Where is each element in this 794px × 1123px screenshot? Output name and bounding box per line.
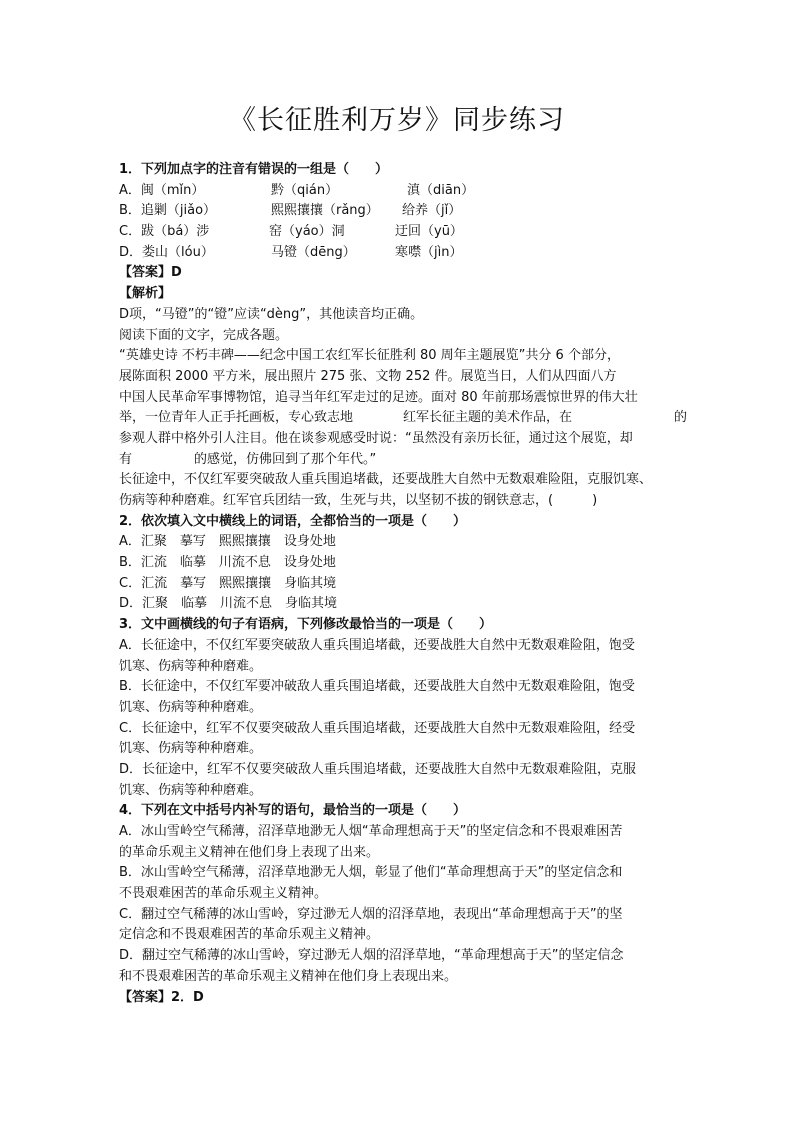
question-3-option-b-cont: 饥寒、伤病等种种磨难。 — [119, 699, 263, 715]
option-item: 滇（diān） — [407, 182, 475, 198]
question-2-option-d: D．汇聚 临摹 川流不息 身临其境 — [119, 596, 338, 612]
question-2-stem: 2．依次填入文中横线上的词语，全都恰当的一项是（ ） — [119, 513, 467, 529]
question-1-analysis: D项，“马镫”的“镫”应读“dèng”，其他读音均正确。 — [119, 306, 424, 322]
question-3-option-c-cont: 饥寒、伤病等种种磨难。 — [119, 741, 263, 757]
passage-line: “英雄史诗 不朽丰碑——纪念中国工农红军长征胜利 80 周年主题展览”共分 6 个部分， — [119, 348, 620, 364]
question-3-stem: 3．文中画横线的句子有语病，下列修改最恰当的一项是（ ） — [119, 617, 493, 633]
question-2-option-c: C．汇流 摹写 熙熙攘攘 身临其境 — [119, 575, 337, 591]
question-4-stem: 4．下列在文中括号内补写的语句，最恰当的一项是（ ） — [119, 803, 467, 819]
option-item: B．追剿（jiǎo） — [119, 203, 217, 219]
passage-text: 的感觉，仿佛回到了那个年代。” — [194, 451, 377, 467]
question-4-option-c: C．翻过空气稀薄的冰山雪岭，穿过渺无人烟的沼泽草地，表现出“革命理想高于天”的坚 — [119, 906, 623, 922]
question-3-option-d-cont: 饥寒、伤病等种种磨难。 — [119, 782, 263, 798]
passage-line: 展陈面积 2000 平方米，展出照片 275 张、文物 252 件。展览当日，人们从四面八方 — [119, 368, 617, 384]
question-4-option-b: B．冰山雪岭空气稀薄，沼泽草地渺无人烟，彰显了他们“革命理想高于天”的坚定信念和 — [119, 865, 623, 881]
option-item: D．娄山（lóu） — [119, 244, 214, 260]
question-1-answer: 【答案】D — [119, 265, 182, 281]
option-item: C．跋（bá）涉 — [119, 224, 210, 240]
question-3-option-a: A．长征途中，不仅红军要突破敌人重兵围追堵截，还要战胜大自然中无数艰难险阻，饱受 — [119, 637, 635, 653]
question-2-option-a: A．汇聚 摹写 熙熙攘攘 设身处地 — [119, 534, 336, 550]
question-3-option-a-cont: 饥寒、伤病等种种磨难。 — [119, 658, 263, 674]
question-3-option-d: D．长征途中，红军不仅要突破敌人重兵围追堵截，还要战胜大自然中无数艰难险阻，克服 — [119, 761, 637, 777]
question-4-option-c-cont: 定信念和不畏艰难困苦的革命乐观主义精神。 — [119, 927, 380, 943]
question-1-option-a — [119, 181, 675, 202]
question-3-option-c: C．长征途中，红军不仅要突破敌人重兵围追堵截，还要战胜大自然中无数艰难险阻，经受 — [119, 720, 636, 736]
option-item: 寒噤（jìn） — [395, 244, 463, 260]
passage-line: 长征途中，不仅红军要突破敌人重兵围追堵截，还要战胜大自然中无数艰难险阻，克服饥寒、 — [119, 472, 653, 488]
question-1-stem: 1．下列加点字的注音有错误的一组是（ ） — [119, 162, 389, 177]
question-4-option-a-cont: 的革命乐观主义精神在他们身上表现了出来。 — [119, 844, 380, 860]
option-item: 窑（yáo）洞 — [269, 224, 345, 240]
question-2-option-b: B．汇流 临摹 川流不息 设身处地 — [119, 555, 336, 571]
question-1-option-b — [119, 201, 675, 222]
question-4-option-d: D．翻过空气稀薄的冰山雪岭，穿过渺无人烟的沼泽草地，“革命理想高于天”的坚定信念 — [119, 948, 624, 964]
option-item: 熙熙攘攘（rǎng） — [271, 203, 379, 219]
worksheet-body — [119, 160, 688, 1008]
option-item: 迂回（yū） — [395, 224, 463, 240]
passage-line: 中国人民革命军事博物馆，追寻当年红军走过的足迹。面对 80 年前那场震惊世界的伟大壮 — [119, 389, 638, 405]
option-item: A．闽（mǐn） — [119, 182, 205, 198]
option-item: 马镫（dēng） — [271, 244, 356, 260]
option-item: 给养（jǐ） — [402, 203, 462, 219]
question-4-option-d-cont: 和不畏艰难困苦的革命乐观主义精神在他们身上表现出来。 — [119, 968, 458, 984]
question-4-option-a: A．冰山雪岭空气稀薄，沼泽草地渺无人烟“革命理想高于天”的坚定信念和不畏艰难困苦 — [119, 824, 623, 839]
question-2-answer: 【答案】2．D — [119, 989, 204, 1005]
passage-line: 伤病等种种磨难。红军官兵团结一致，生死与共，以坚韧不拔的钢铁意志，( ) — [119, 493, 598, 508]
passage-text: 有 — [119, 451, 133, 467]
passage-line: 参观人群中格外引人注目。他在谈参观感受时说：“虽然没有亲历长征，通过这个展览，却 — [119, 430, 633, 446]
passage-text: 的 — [674, 410, 688, 426]
passage-line — [119, 408, 688, 429]
passage-text: 红军长征主题的美术作品，在 — [403, 410, 573, 426]
option-item: 黔（qián） — [271, 182, 339, 198]
question-3-option-b: B．长征途中，不仅红军要冲破敌人重兵围追堵截，还要战胜大自然中无数艰难险阻，饱受 — [119, 679, 635, 695]
question-1-option-c — [119, 222, 675, 243]
question-1-option-d — [119, 243, 675, 264]
reading-intro: 阅读下面的文字，完成各题。 — [119, 327, 289, 343]
question-1-analysis-label: 【解析】 — [119, 286, 172, 302]
passage-line — [119, 450, 675, 471]
question-4-option-b-cont: 不畏艰难困苦的革命乐观主义精神。 — [119, 886, 328, 902]
page-title: 《长征胜利万岁》同步练习 — [229, 105, 565, 136]
passage-text: 举，一位青年人正手托画板，专心致志地 — [119, 410, 354, 426]
